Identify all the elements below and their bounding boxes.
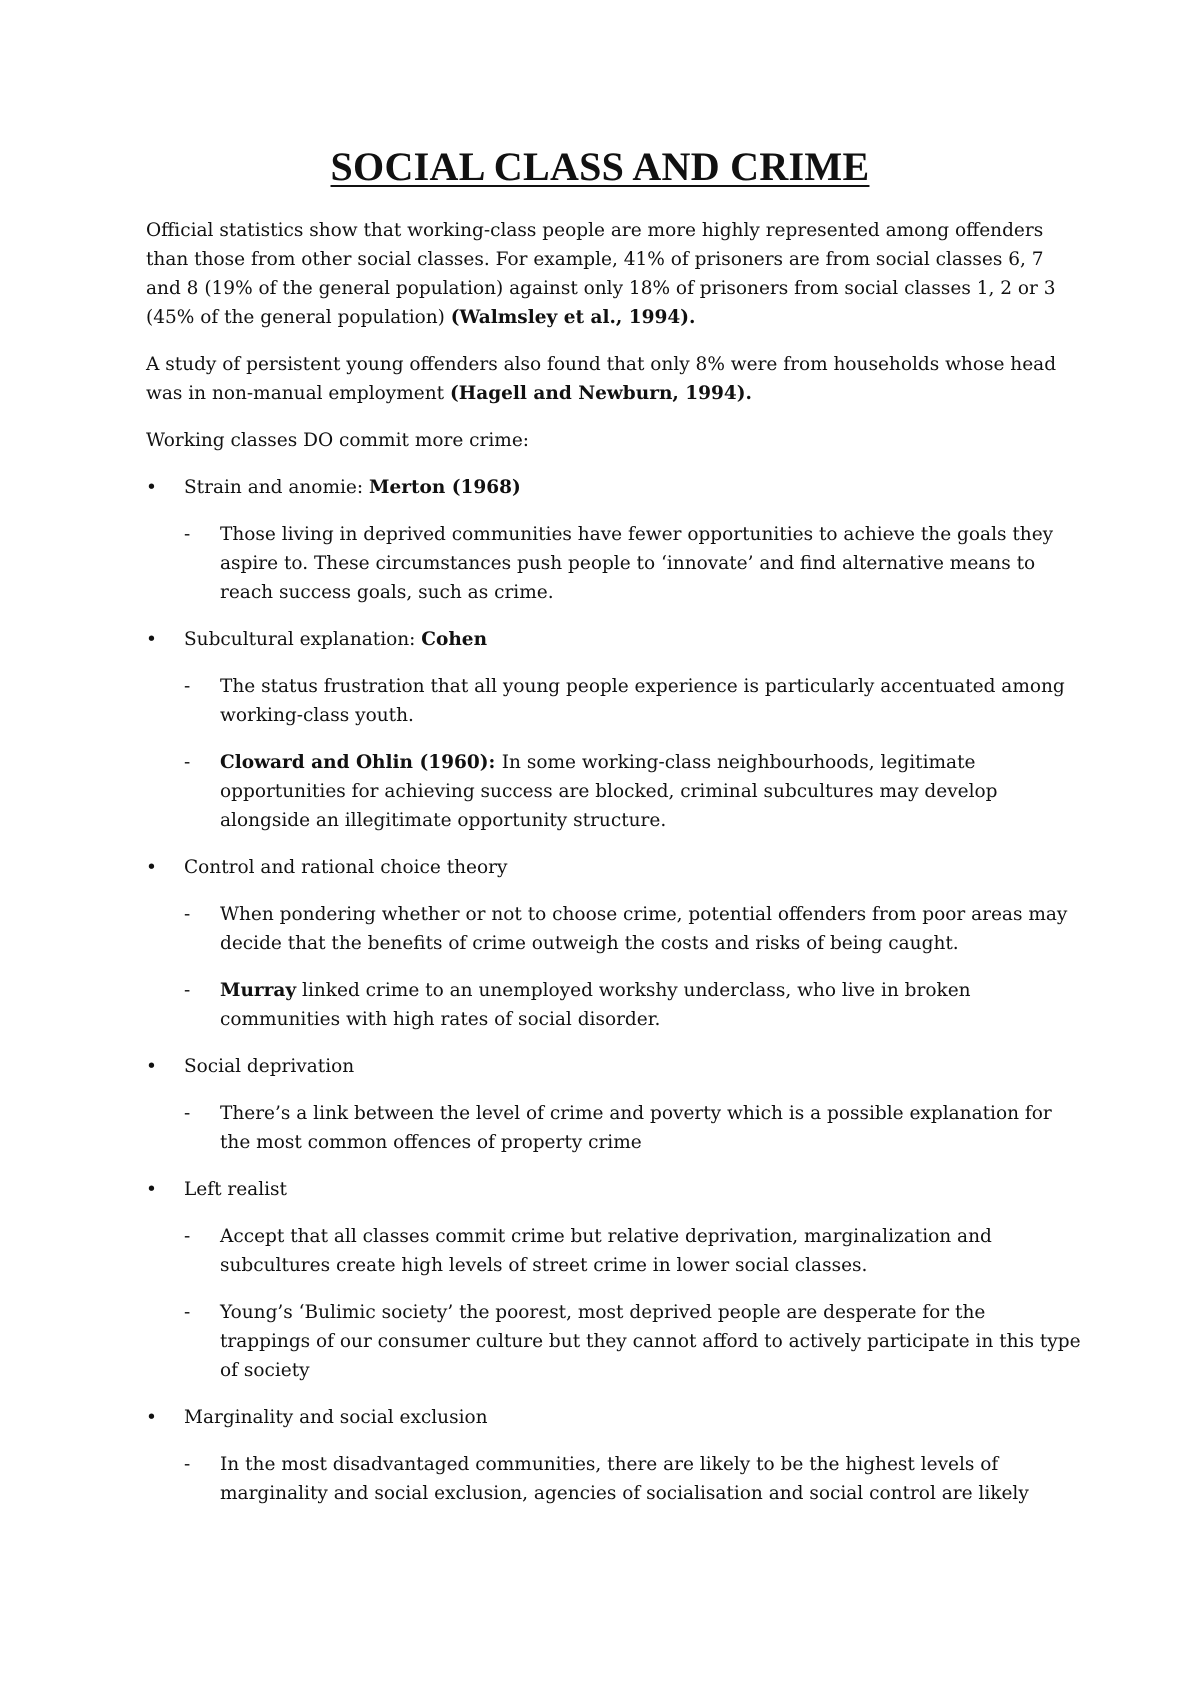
bullet-item-strain: [146, 473, 1081, 502]
sub-point: [146, 900, 1081, 958]
sub-point: [146, 976, 1081, 1034]
sub-point-text: Accept that all classes commit crime but relative deprivation, marginalization and subcultures create high levels of street crime in lower social classes.: [220, 1226, 992, 1276]
sub-point-text: Young’s ‘Bulimic society’ the poorest, most deprived people are desperate for the trappings of our consumer culture but they cannot afford to actively participate in this type of society: [220, 1302, 1081, 1381]
sub-point: [146, 1450, 1081, 1508]
bullet-label: Marginality and social exclusion: [184, 1407, 488, 1428]
citation-hagell: (Hagell and Newburn, 1994).: [449, 383, 752, 404]
bullet-label: Strain and anomie:: [184, 477, 369, 498]
bullet-icon: •: [146, 1407, 157, 1428]
sub-point: [146, 672, 1081, 730]
bullet-item-control: [146, 853, 1081, 882]
sub-point-text: In some working-class neighbourhoods, legitimate opportunities for achieving success are blocked, criminal subcultures may develop alongside an illegitimate opportunity structure.: [220, 752, 998, 831]
sub-point-text: linked crime to an unemployed workshy underclass, who live in broken communities with high rates of social disorder.: [220, 980, 971, 1030]
dash-icon: -: [184, 1226, 191, 1247]
sub-point: [146, 1298, 1081, 1385]
intro-text-2: A study of persistent young offenders also found that only 8% were from households whose head was in non-manual employment: [146, 354, 1057, 404]
intro-text-1: Official statistics show that working-class people are more highly represented among offenders than those from other social classes. For example, 41% of prisoners are from social classes 6, 7 and 8 (19% of the general population) against only 18% of prisoners from social classes 1, 2 or 3 (45% of the general population): [146, 220, 1056, 328]
intro-paragraph-3: Working classes DO commit more crime:: [146, 430, 530, 451]
document-body: [146, 216, 1081, 1526]
sub-point-text: Those living in deprived communities have fewer opportunities to achieve the goals they aspire to. These circumstances push people to ‘innovate’ and find alternative means to reach success goals, such as crime.: [220, 524, 1054, 603]
sub-point-text: When pondering whether or not to choose crime, potential offenders from poor areas may decide that the benefits of crime outweigh the costs and risks of being caught.: [220, 904, 1068, 954]
bullet-item-subcultural: [146, 625, 1081, 654]
sub-point: [146, 520, 1081, 607]
dash-icon: -: [184, 1103, 191, 1124]
sub-point: [146, 1222, 1081, 1280]
sub-point-text: The status frustration that all young people experience is particularly accentuated among working-class youth.: [220, 676, 1065, 726]
dash-icon: -: [184, 676, 191, 697]
sub-point-text: There’s a link between the level of crime and poverty which is a possible explanation for the most common offences of property crime: [220, 1103, 1052, 1153]
bullet-item-deprivation: [146, 1052, 1081, 1081]
bullet-icon: •: [146, 1056, 157, 1077]
dash-icon: -: [184, 1302, 191, 1323]
citation-walmsley: (Walmsley et al., 1994).: [450, 307, 696, 328]
page-title: SOCIAL CLASS AND CRIME: [330, 144, 870, 189]
dash-icon: -: [184, 904, 191, 925]
sub-point-bold: Murray: [220, 980, 297, 1001]
bullet-label: Social deprivation: [184, 1056, 355, 1077]
bullet-icon: •: [146, 857, 157, 878]
bullet-icon: •: [146, 477, 157, 498]
bullet-item-left-realist: [146, 1175, 1081, 1204]
dash-icon: -: [184, 1454, 191, 1475]
dash-icon: -: [184, 980, 191, 1001]
bullet-label: Left realist: [184, 1179, 287, 1200]
intro-paragraph-2: [146, 350, 1081, 408]
bullet-label: Subcultural explanation:: [184, 629, 422, 650]
sub-point-text: In the most disadvantaged communities, there are likely to be the highest levels of marginality and social exclusion, agencies of socialisation and social control are likely: [220, 1454, 1029, 1504]
dash-icon: -: [184, 524, 191, 545]
dash-icon: -: [184, 752, 191, 773]
bullet-label: Control and rational choice theory: [184, 857, 508, 878]
bullet-label-bold: Cohen: [421, 629, 488, 650]
bullet-item-marginality: [146, 1403, 1081, 1432]
bullet-label-bold: Merton (1968): [368, 477, 521, 498]
sub-point-bold: Cloward and Ohlin (1960):: [220, 752, 502, 773]
bullet-icon: •: [146, 629, 157, 650]
sub-point: [146, 1099, 1081, 1157]
intro-paragraph-1: [146, 216, 1081, 332]
bullet-icon: •: [146, 1179, 157, 1200]
sections-list: [146, 473, 1081, 1508]
sub-point: [146, 748, 1081, 835]
